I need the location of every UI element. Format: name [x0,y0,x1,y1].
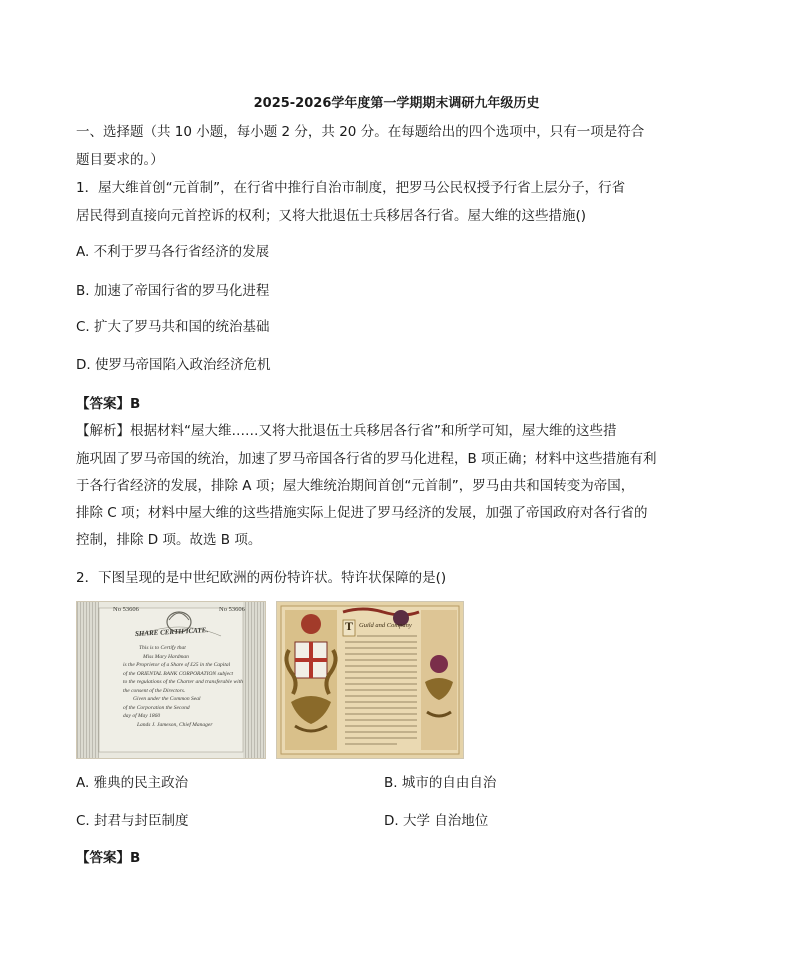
guild-charter-image [276,601,464,759]
share-certificate-image [76,601,266,759]
certificate-line-2: Miss Mary Hardman [143,653,189,660]
charter-heading: Guild and Company [359,622,412,629]
certificate-header: SHARE CERTIFICATE. [134,626,209,638]
certificate-number-left: No 53606 [113,606,139,613]
charter-initial: T [345,619,354,633]
question-1-analysis-line-2: 施巩固了罗马帝国的统治，加速了罗马帝国各行省的罗马化进程，B 项正确；材料中这些措施有利 [76,451,657,467]
certificate-line-1: This is to Certify that [139,645,186,651]
page-title: 2025-2026学年度第一学期期末调研九年级历史 [253,96,540,111]
certificate-number-right: No 53606 [219,606,245,613]
question-1-option-d: D. 使罗马帝国陷入政治经济危机 [76,357,271,373]
question-2-option-a: A. 雅典的民主政治 [76,775,189,791]
certificate-line-6: the consent of the Directors. [123,687,186,694]
question-2-option-b: B. 城市的自由自治 [384,775,497,791]
question-1-answer: 【答案】B [76,396,141,412]
certificate-line-4: of the ORIENTAL BANK CORPORATION subject [123,670,234,677]
certificate-line-7: Given under the Common Seal [133,696,201,702]
certificate-line-8: of the Corporation the Second [123,704,190,711]
certificate-signature: Lands J. Jameson, Chief Manager [137,721,213,728]
question-1-option-c: C. 扩大了罗马共和国的统治基础 [76,319,270,335]
question-1-analysis-line-1: 【解析】根据材料“屋大维……又将大批退伍士兵移居各行省”和所学可知，屋大维的这些措 [76,423,617,439]
question-2-option-d: D. 大学 自治地位 [384,813,489,829]
question-1-stem-line-2: 居民得到直接向元首控诉的权利；又将大批退伍士兵移居各行省。屋大维的这些措施() [76,208,587,224]
section-heading-line-2: 题目要求的。） [76,152,164,168]
question-1-analysis-line-3: 于各行省经济的发展，排除 A 项；屋大维统治期间首创“元首制”，罗马由共和国转变为帝国， [76,478,635,494]
question-1-option-b: B. 加速了帝国行省的罗马化进程 [76,283,270,299]
certificate-line-5: to the regulations of the Charter and transferable with [123,679,243,685]
question-2-option-c: C. 封君与封臣制度 [76,813,189,829]
question-1-analysis-line-5: 控制，排除 D 项。故选 B 项。 [76,532,262,548]
question-1-option-a: A. 不利于罗马各行省经济的发展 [76,244,270,260]
section-heading-line-1: 一、选择题（共 10 小题，每小题 2 分，共 20 分。在每题给出的四个选项中，只有一项是符合 [76,124,645,140]
question-2-stem: 2．下图呈现的是中世纪欧洲的两份特许状。特许状保障的是() [76,570,447,586]
question-1-stem-line-1: 1．屋大维首创“元首制”，在行省中推行自治市制度，把罗马公民权授予行省上层分子，行省 [76,180,626,196]
question-1-analysis-line-4: 排除 C 项；材料中屋大维的这些措施实际上促进了罗马经济的发展，加强了帝国政府对各行省的 [76,505,648,521]
question-2-answer: 【答案】B [76,850,141,866]
certificate-body [123,644,243,729]
certificate-line-9: day of May 1860 [123,713,161,719]
certificate-line-3: is the Proprietor of a Share of £25 in the Capital [123,662,231,668]
